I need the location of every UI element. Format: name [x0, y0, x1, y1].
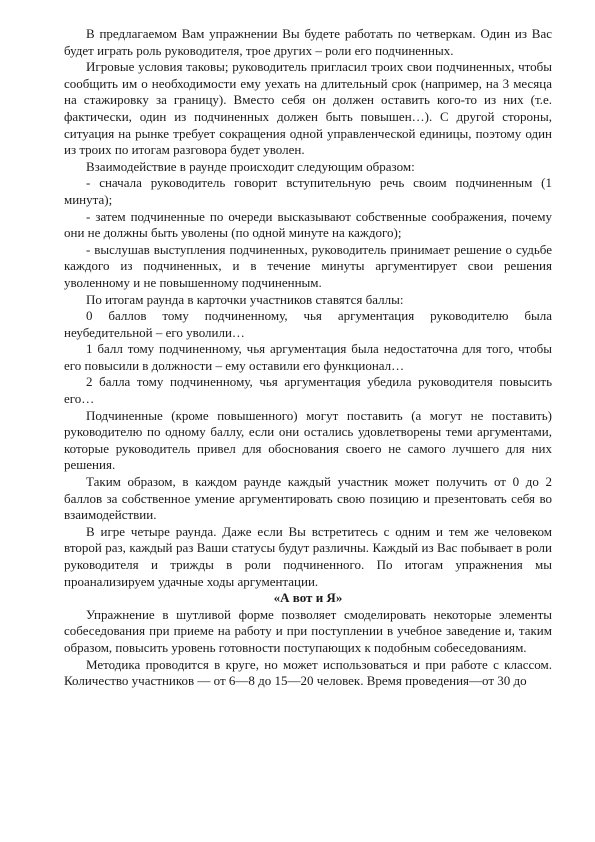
paragraph: Таким образом, в каждом раунде каждый участник может получить от 0 до 2 баллов за собственное умение аргументировать свою позицию и презентовать себя во взаимодействии.: [64, 474, 552, 523]
paragraph: В игре четыре раунда. Даже если Вы встретитесь с одним и тем же человеком второй раз, каждый раз Ваши статусы будут различны. Каждый из Вас побывает в роли руководителя и трижды в роли подчиненного. По итогам упражнения мы проанализируем удачные ходы аргументации.: [64, 523, 552, 589]
paragraph: 2 балла тому подчиненному, чья аргументация убедила руководителя повысить его…: [64, 374, 552, 407]
paragraph: По итогам раунда в карточки участников ставятся баллы:: [86, 291, 404, 307]
document-page: [64, 26, 552, 690]
paragraph: Подчиненные (кроме повышенного) могут поставить (а могут не поставить) руководителю по одному баллу, если они остались удовлетворены теми аргументами, которые руководитель привел для обоснования своего не самого лучшего для них решения.: [64, 407, 552, 473]
paragraph: - сначала руководитель говорит вступительную речь своим подчиненным (1 минута);: [64, 175, 552, 207]
paragraph: Упражнение в шутливой форме позволяет смоделировать некоторые элементы собеседования при приеме на работу и при поступлении в учебное заведение и, таким образом, повысить уровень готовности поступающих к подобным собеседованиям.: [64, 606, 552, 655]
paragraph: 0 баллов тому подчиненному, чья аргументация руководителю была неубедительной – его уволили…: [64, 308, 552, 340]
paragraph: - выслушав выступления подчиненных, руководитель принимает решение о судьбе каждого из подчиненных, и в течение минуты аргументирует свои решения уволенному и не повышенному подчиненным.: [64, 241, 552, 290]
paragraph: Методика проводится в круге, но может использоваться и при работе с классом. Количество участников — от 6—8 до 15—20 человек. Время проведения—от 30 до: [64, 656, 552, 689]
paragraph: - затем подчиненные по очереди высказывают собственные соображения, почему они не должны быть уволены (по одной минуте на каждого);: [64, 208, 552, 241]
paragraph: Игровые условия таковы; руководитель пригласил троих свои подчиненных, чтобы сообщить им о необходимости ему уехать на длительный срок (например, на 3 месяца на стажировку за границу). Вместо себя он должен оставить кого-то из них (т.е. фактически, один из подчиненных должен быть повышен…). С другой стороны, ситуация на рынке требует сокращения одной управленческой единицы, поэтому один из троих по итогам разговора будет уволен.: [64, 59, 552, 158]
paragraph: 1 балл тому подчиненному, чья аргументация была недостаточна для того, чтобы его повысили в должности – ему оставили его функционал…: [64, 341, 552, 373]
section-heading: «А вот и Я»: [273, 590, 343, 606]
paragraph: В предлагаемом Вам упражнении Вы будете работать по четверкам. Один из Вас будет играть роль руководителя, трое других – роли его подчиненных.: [64, 26, 552, 58]
paragraph: Взаимодействие в раунде происходит следующим образом:: [86, 158, 415, 174]
